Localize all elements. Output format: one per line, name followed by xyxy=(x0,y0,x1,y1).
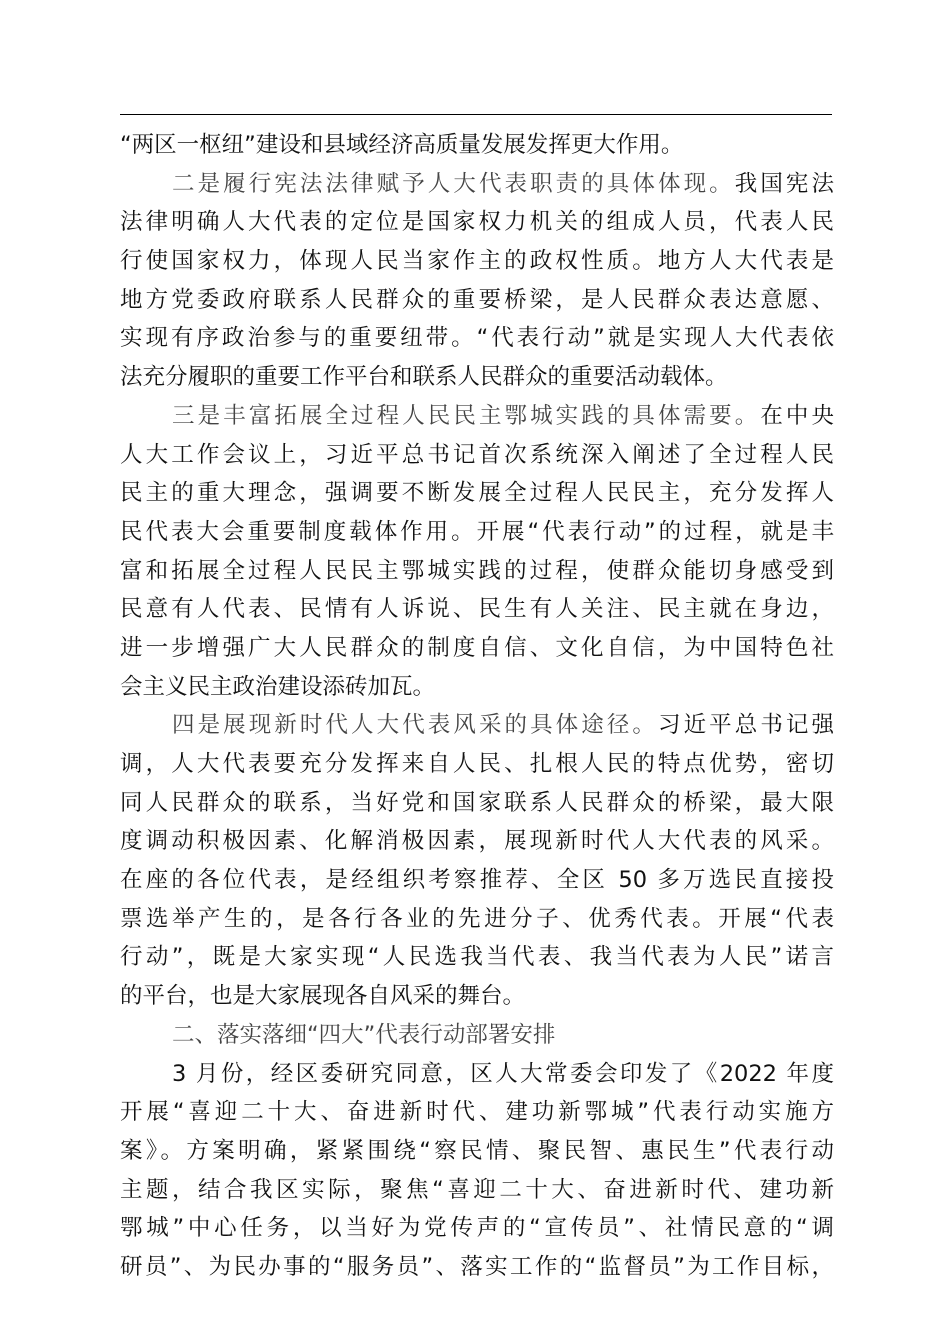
paragraph-first-line xyxy=(120,706,834,745)
text-line: 民主的重大理念，强调要不断发展全过程人民民主，充分发挥人 xyxy=(120,480,834,507)
text-line: 进一步增强广大人民群众的制度自信、文化自信，为中国特色社 xyxy=(120,634,834,661)
text-line: 案》。方案明确，紧紧围绕“察民情、聚民智、惠民生”代表行动 xyxy=(120,1137,834,1164)
paragraph-first-line xyxy=(120,165,834,204)
text-span: 在中央 xyxy=(760,402,834,429)
text-line: 调，人大代表要充分发挥来自人民、扎根人民的特点优势，密切 xyxy=(120,751,834,777)
paragraph-lead: 三是丰富拓展全过程人民民主鄂城实践的具体需要。 xyxy=(172,402,761,429)
text-line: 实现有序政治参与的重要纽带。“代表行动”就是实现人大代表依 xyxy=(120,325,834,352)
text-line: 法律明确人大代表的定位是国家权力机关的组成人员，代表人民 xyxy=(120,209,834,236)
text-line: 富和拓展全过程人民民主鄂城实践的过程，使群众能切身感受到 xyxy=(120,557,834,584)
text-line: 行使国家权力，体现人民当家作主的政权性质。地方人大代表是 xyxy=(120,248,834,275)
text-line: 地方党委政府联系人民群众的重要桥梁，是人民群众表达意愿、 xyxy=(120,286,834,313)
text-line: 主题，结合我区实际，聚焦“喜迎二十大、奋进新时代、建功新 xyxy=(120,1176,834,1203)
section-heading: 二、落实落细“四大”代表行动部署安排 xyxy=(172,1021,556,1048)
text-span: 习近平总书记强 xyxy=(658,712,834,739)
text-line: 民意有人代表、民情有人诉说、民生有人关注、民主就在身边， xyxy=(120,596,834,623)
text-line: 鄂城”中心任务，以当好为党传声的“宣传员”、社情民意的“调 xyxy=(120,1215,834,1242)
text-line: 开展“喜迎二十大、奋进新时代、建功新鄂城”代表行动实施方 xyxy=(120,1099,834,1126)
text-line: 法充分履职的重要工作平台和联系人民群众的重要活动载体。 xyxy=(120,364,728,391)
paragraph-lead: 二是履行宪法法律赋予人大代表职责的具体体现。 xyxy=(172,170,735,197)
text-line: 在座的各位代表，是经组织考察推荐、全区 50 多万选民直接投 xyxy=(120,867,834,894)
text-line: “两区一枢纽”建设和县域经济高质量发展发挥更大作用。 xyxy=(120,132,684,158)
text-line: 民代表大会重要制度载体作用。开展“代表行动”的过程，就是丰 xyxy=(120,518,834,545)
paragraph-first-line xyxy=(120,397,834,436)
paragraph-lead: 四是展现新时代人大代表风采的具体途径。 xyxy=(172,712,658,739)
text-line: 人大工作会议上，习近平总书记首次系统深入阐述了全过程人民 xyxy=(120,441,834,468)
text-line: 同人民群众的联系，当好党和国家联系人民群众的桥梁，最大限 xyxy=(120,789,834,816)
text-line: 会主义民主政治建设添砖加瓦。 xyxy=(120,673,436,700)
text-line: 研员”、为民办事的“服务员”、落实工作的“监督员”为工作目标， xyxy=(120,1253,834,1280)
text-line: 度调动积极因素、化解消极因素，展现新时代人大代表的风采。 xyxy=(120,828,834,855)
text-line: 的平台，也是大家展现各自风采的舞台。 xyxy=(120,983,526,1010)
header-rule xyxy=(120,114,832,115)
text-span: 我国宪法 xyxy=(734,170,834,197)
text-line: 行动”，既是大家实现“人民选我当代表、我当代表为人民”诺言 xyxy=(120,944,834,971)
text-line: 票选举产生的，是各行各业的先进分子、优秀代表。开展“代表 xyxy=(120,905,834,932)
paragraph-first-line: 3 月份，经区委研究同意，区人大常委会印发了《2022 年度 xyxy=(172,1060,834,1087)
body-text xyxy=(120,126,834,1287)
